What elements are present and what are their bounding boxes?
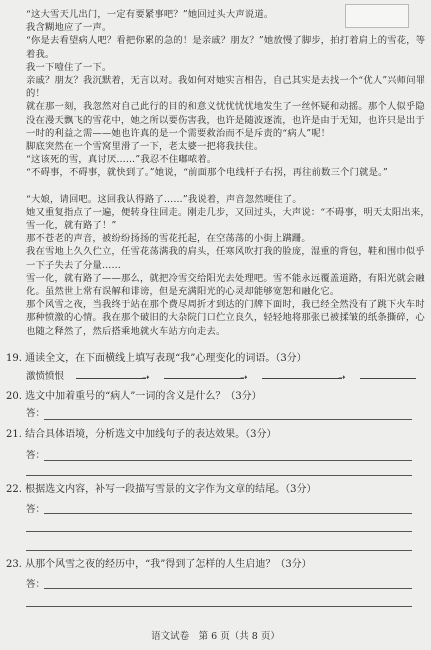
question-text: 根据选文内容，补写一段描写雪景的文字作为文章的结尾。（3分） (25, 484, 317, 495)
chain-blank-2[interactable] (164, 378, 244, 379)
question-19 (6, 352, 421, 365)
answer-line[interactable] (44, 419, 412, 420)
question-number: 22. (6, 484, 22, 495)
answer-line[interactable] (44, 513, 412, 514)
question-20 (6, 390, 421, 403)
answer-line[interactable] (44, 460, 412, 461)
question-text: 选文中加着重号的“病人”一词的含义是什么？（3分） (25, 391, 262, 402)
question-number: 20. (6, 391, 22, 402)
answer-label: 答： (26, 408, 46, 419)
question-number: 19. (6, 353, 22, 364)
answer-line[interactable] (44, 588, 412, 589)
answer-label: 答： (26, 579, 46, 590)
passage-paragraph-2: 我含糊地应了一声。 (26, 22, 112, 34)
passage-paragraph-13: 我在雪地上久久伫立，任雪花荡满我的肩头，任寒风吹打我的脸庞，湿重的背包，鞋和围巾似乎一下子失去了分量…… (26, 246, 425, 271)
emotion-chain (26, 368, 426, 384)
arrow-right-icon: ➝ (142, 373, 150, 383)
answer-line[interactable] (26, 606, 412, 607)
answer-line[interactable] (26, 531, 412, 532)
chain-start-word: 激愤愤恨 (26, 371, 65, 382)
passage-paragraph-6: 就在那一刻，我忽然对自己此行的目的和意义忧忧忧忧地发生了一丝怀疑和动摇。那个人似乎隐没在漫天飘飞的雪花中，她之所以要伤害我，也许是随波逐流，也许是由于无知，也许只是出于一时的利益之需——她也许真的是一个需要救治而不是斥责的“病人”呢！ (26, 101, 425, 139)
chain-blank-4[interactable] (360, 378, 416, 379)
question-text: 从那个风雪之夜的经历中，“我”得到了怎样的人生启迪？（3分） (25, 559, 312, 570)
passage-paragraph-4: 我一下噎住了一下。 (26, 61, 112, 73)
question-23 (6, 558, 421, 571)
question-number: 23. (6, 559, 22, 570)
chain-blank-1[interactable] (76, 378, 146, 379)
answer-line[interactable] (26, 550, 412, 551)
passage-paragraph-5: 亲戚？朋友？我沉默着，无言以对。我如何对她实言相告，自己其实是去找一个“优人”兴师问罪的！ (26, 74, 426, 100)
question-text: 结合具体语境，分析选文中加线句子的表达效果。（3分） (25, 429, 277, 440)
chain-blank-3[interactable] (262, 378, 342, 379)
question-number: 21. (6, 429, 22, 440)
arrow-right-icon: ➝ (240, 373, 248, 383)
answer-label: 答： (26, 450, 46, 461)
question-22 (6, 483, 421, 496)
passage-paragraph-3: “你是去看望病人吧？看把你累的急的！是亲戚？朋友？”她放慢了脚步，拍打着肩上的雪花，等着我。 (26, 35, 426, 60)
passage-paragraph-15: 那个风雪之夜，当我终于站在那个费尽周折才到达的门牌下面时，我已经全然没有了跳下火车时那种愤激的心情。我在那个破旧的大杂院门口伫立良久，轻轻地将那张已被揉皱的纸条撕碎，心也随之释然了，然后搭乘地就火车站方向走去。 (26, 299, 425, 337)
passage-paragraph-9: “不碍事，不碍事，就快到了。”她说，“前面那个电线杆子右拐，再往前数三个门就是。” (26, 167, 388, 179)
passage-paragraph-14: 雪一化，就有路了——那么，就把冷雪交给阳光去处理吧。雪不能永远覆盖道路，有阳光就会融化。虽然世上常有误解和诽谤，但是充满阳光的心灵却能够宽恕和融化它。 (26, 272, 425, 298)
page-footer: 语文试卷 第 6 页（共 8 页） (151, 631, 280, 642)
passage-paragraph-7: 脚底突然在一个雪窝里滑了一下，老太婆一把将我扶住。 (26, 140, 264, 152)
question-21 (6, 428, 421, 441)
passage-paragraph-1: “这大雪天儿出门，一定有要紧事吧？”她回过头大声说道。 (26, 9, 274, 20)
question-text: 通读全文，在下面横线上填写表现“我”心理变化的词语。（3分） (25, 353, 307, 364)
answer-label: 答： (26, 504, 46, 515)
passage-paragraph-12: 那不苍老的声音，被纷纷扬扬的雪花托起，在空荡荡的小街上蹒跚。 (26, 233, 311, 245)
passage-paragraph-11: 她又重复指点了一遍，便转身往回走。刚走几步，又回过头，大声说：“不碍事，明天太阳出来，雪一化，就有路了！” (26, 206, 430, 232)
passage-paragraph-8: “这该死的雪，真讨厌……”我忍不住嘟哝着。 (26, 154, 217, 166)
passage (0, 8, 431, 338)
answer-line[interactable] (26, 475, 412, 476)
arrow-right-icon: ➝ (338, 373, 346, 383)
passage-paragraph-10: “大娘，请回吧。这回我认得路了……”我说着，声音忽然哽住了。 (26, 193, 302, 205)
